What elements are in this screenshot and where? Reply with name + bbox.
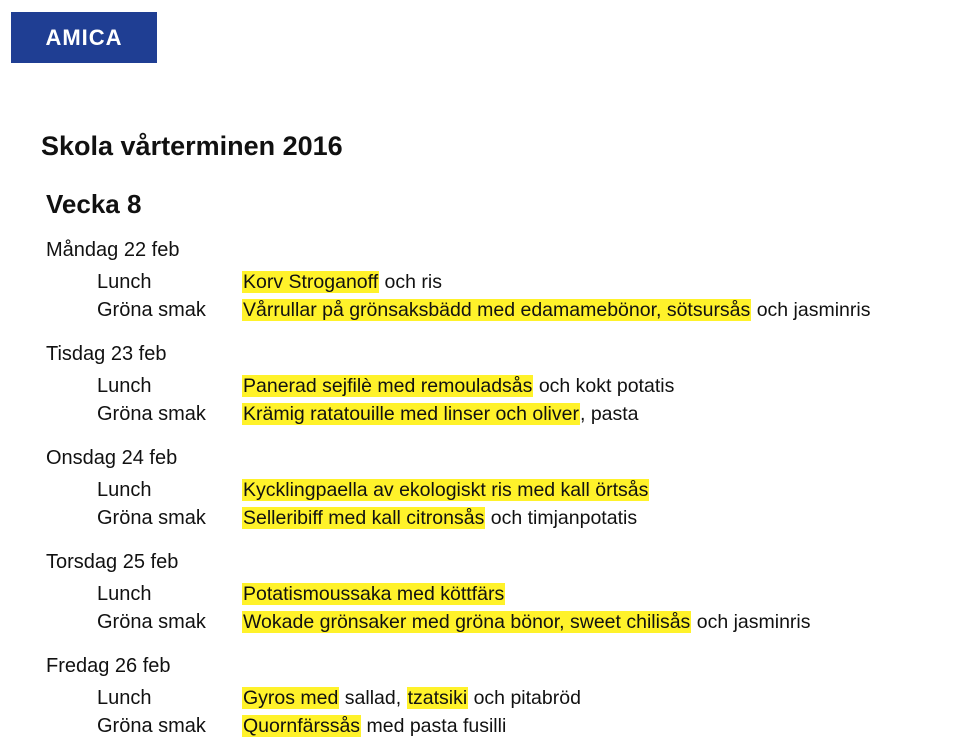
meal-row <box>0 685 960 711</box>
meal-type-label: Lunch <box>97 687 152 709</box>
day-label: Torsdag 25 feb <box>46 551 179 573</box>
menu-day <box>0 653 960 753</box>
highlighted-text: Quornfärssås <box>243 715 361 737</box>
logo-text: AMICA <box>45 24 123 50</box>
meal-type-label: Lunch <box>97 375 152 397</box>
meal-type-label: Lunch <box>97 479 152 501</box>
dish-text: och jasminris <box>691 611 811 633</box>
highlighted-text: Potatismoussaka med köttfärs <box>243 583 505 605</box>
day-label: Onsdag 24 feb <box>46 447 178 469</box>
dish-description <box>242 269 442 295</box>
menu-day <box>0 445 960 545</box>
meal-row <box>0 713 960 739</box>
meal-row <box>0 609 960 635</box>
dish-text: med pasta fusilli <box>361 715 507 737</box>
meal-row <box>0 269 960 295</box>
meal-type-label: Gröna smak <box>97 715 206 737</box>
dish-description <box>242 505 637 531</box>
meal-row <box>0 373 960 399</box>
dish-text: och pitabröd <box>468 687 581 709</box>
meal-row <box>0 505 960 531</box>
highlighted-text: Korv Stroganoff <box>243 271 379 293</box>
dish-text: , pasta <box>579 403 639 425</box>
highlighted-text: Krämig ratatouille med linser och oliver <box>243 403 579 425</box>
meal-type-label: Gröna smak <box>97 611 206 633</box>
menu-day <box>0 549 960 649</box>
meal-row <box>0 297 960 323</box>
dish-description <box>242 297 870 323</box>
day-label: Fredag 26 feb <box>46 655 171 677</box>
highlighted-text: Panerad sejfilè med remouladsås <box>243 375 533 397</box>
dish-description <box>242 401 639 427</box>
dish-text: och jasminris <box>751 299 871 321</box>
dish-text: och timjanpotatis <box>485 507 638 529</box>
menu-day <box>0 237 960 337</box>
menu-day <box>0 341 960 441</box>
meal-row <box>0 401 960 427</box>
meal-row <box>0 477 960 503</box>
highlighted-text: Wokade grönsaker med gröna bönor, sweet chilisås <box>243 611 691 633</box>
dish-text: och ris <box>379 271 442 293</box>
meal-type-label: Gröna smak <box>97 299 206 321</box>
dish-description <box>242 581 505 607</box>
dish-description <box>242 713 506 739</box>
dish-description <box>242 373 674 399</box>
dish-description <box>242 609 811 635</box>
dish-text: sallad, <box>339 687 407 709</box>
highlighted-text: Gyros med <box>243 687 339 709</box>
week-title: Vecka 8 <box>46 189 142 219</box>
highlighted-text: Kycklingpaella av ekologiskt ris med kall örtsås <box>243 479 649 501</box>
day-label: Måndag 22 feb <box>46 239 180 261</box>
page-title: Skola vårterminen 2016 <box>41 131 343 161</box>
highlighted-text: Vårrullar på grönsaksbädd med edamamebönor, sötsursås <box>243 299 751 321</box>
meal-type-label: Lunch <box>97 583 152 605</box>
meal-type-label: Lunch <box>97 271 152 293</box>
day-label: Tisdag 23 feb <box>46 343 167 365</box>
meal-type-label: Gröna smak <box>97 507 206 529</box>
meal-row <box>0 581 960 607</box>
highlighted-text: tzatsiki <box>407 687 468 709</box>
meal-type-label: Gröna smak <box>97 403 206 425</box>
dish-description <box>242 477 649 503</box>
dish-description <box>242 685 581 711</box>
dish-text: och kokt potatis <box>533 375 675 397</box>
highlighted-text: Selleribiff med kall citronsås <box>243 507 485 529</box>
